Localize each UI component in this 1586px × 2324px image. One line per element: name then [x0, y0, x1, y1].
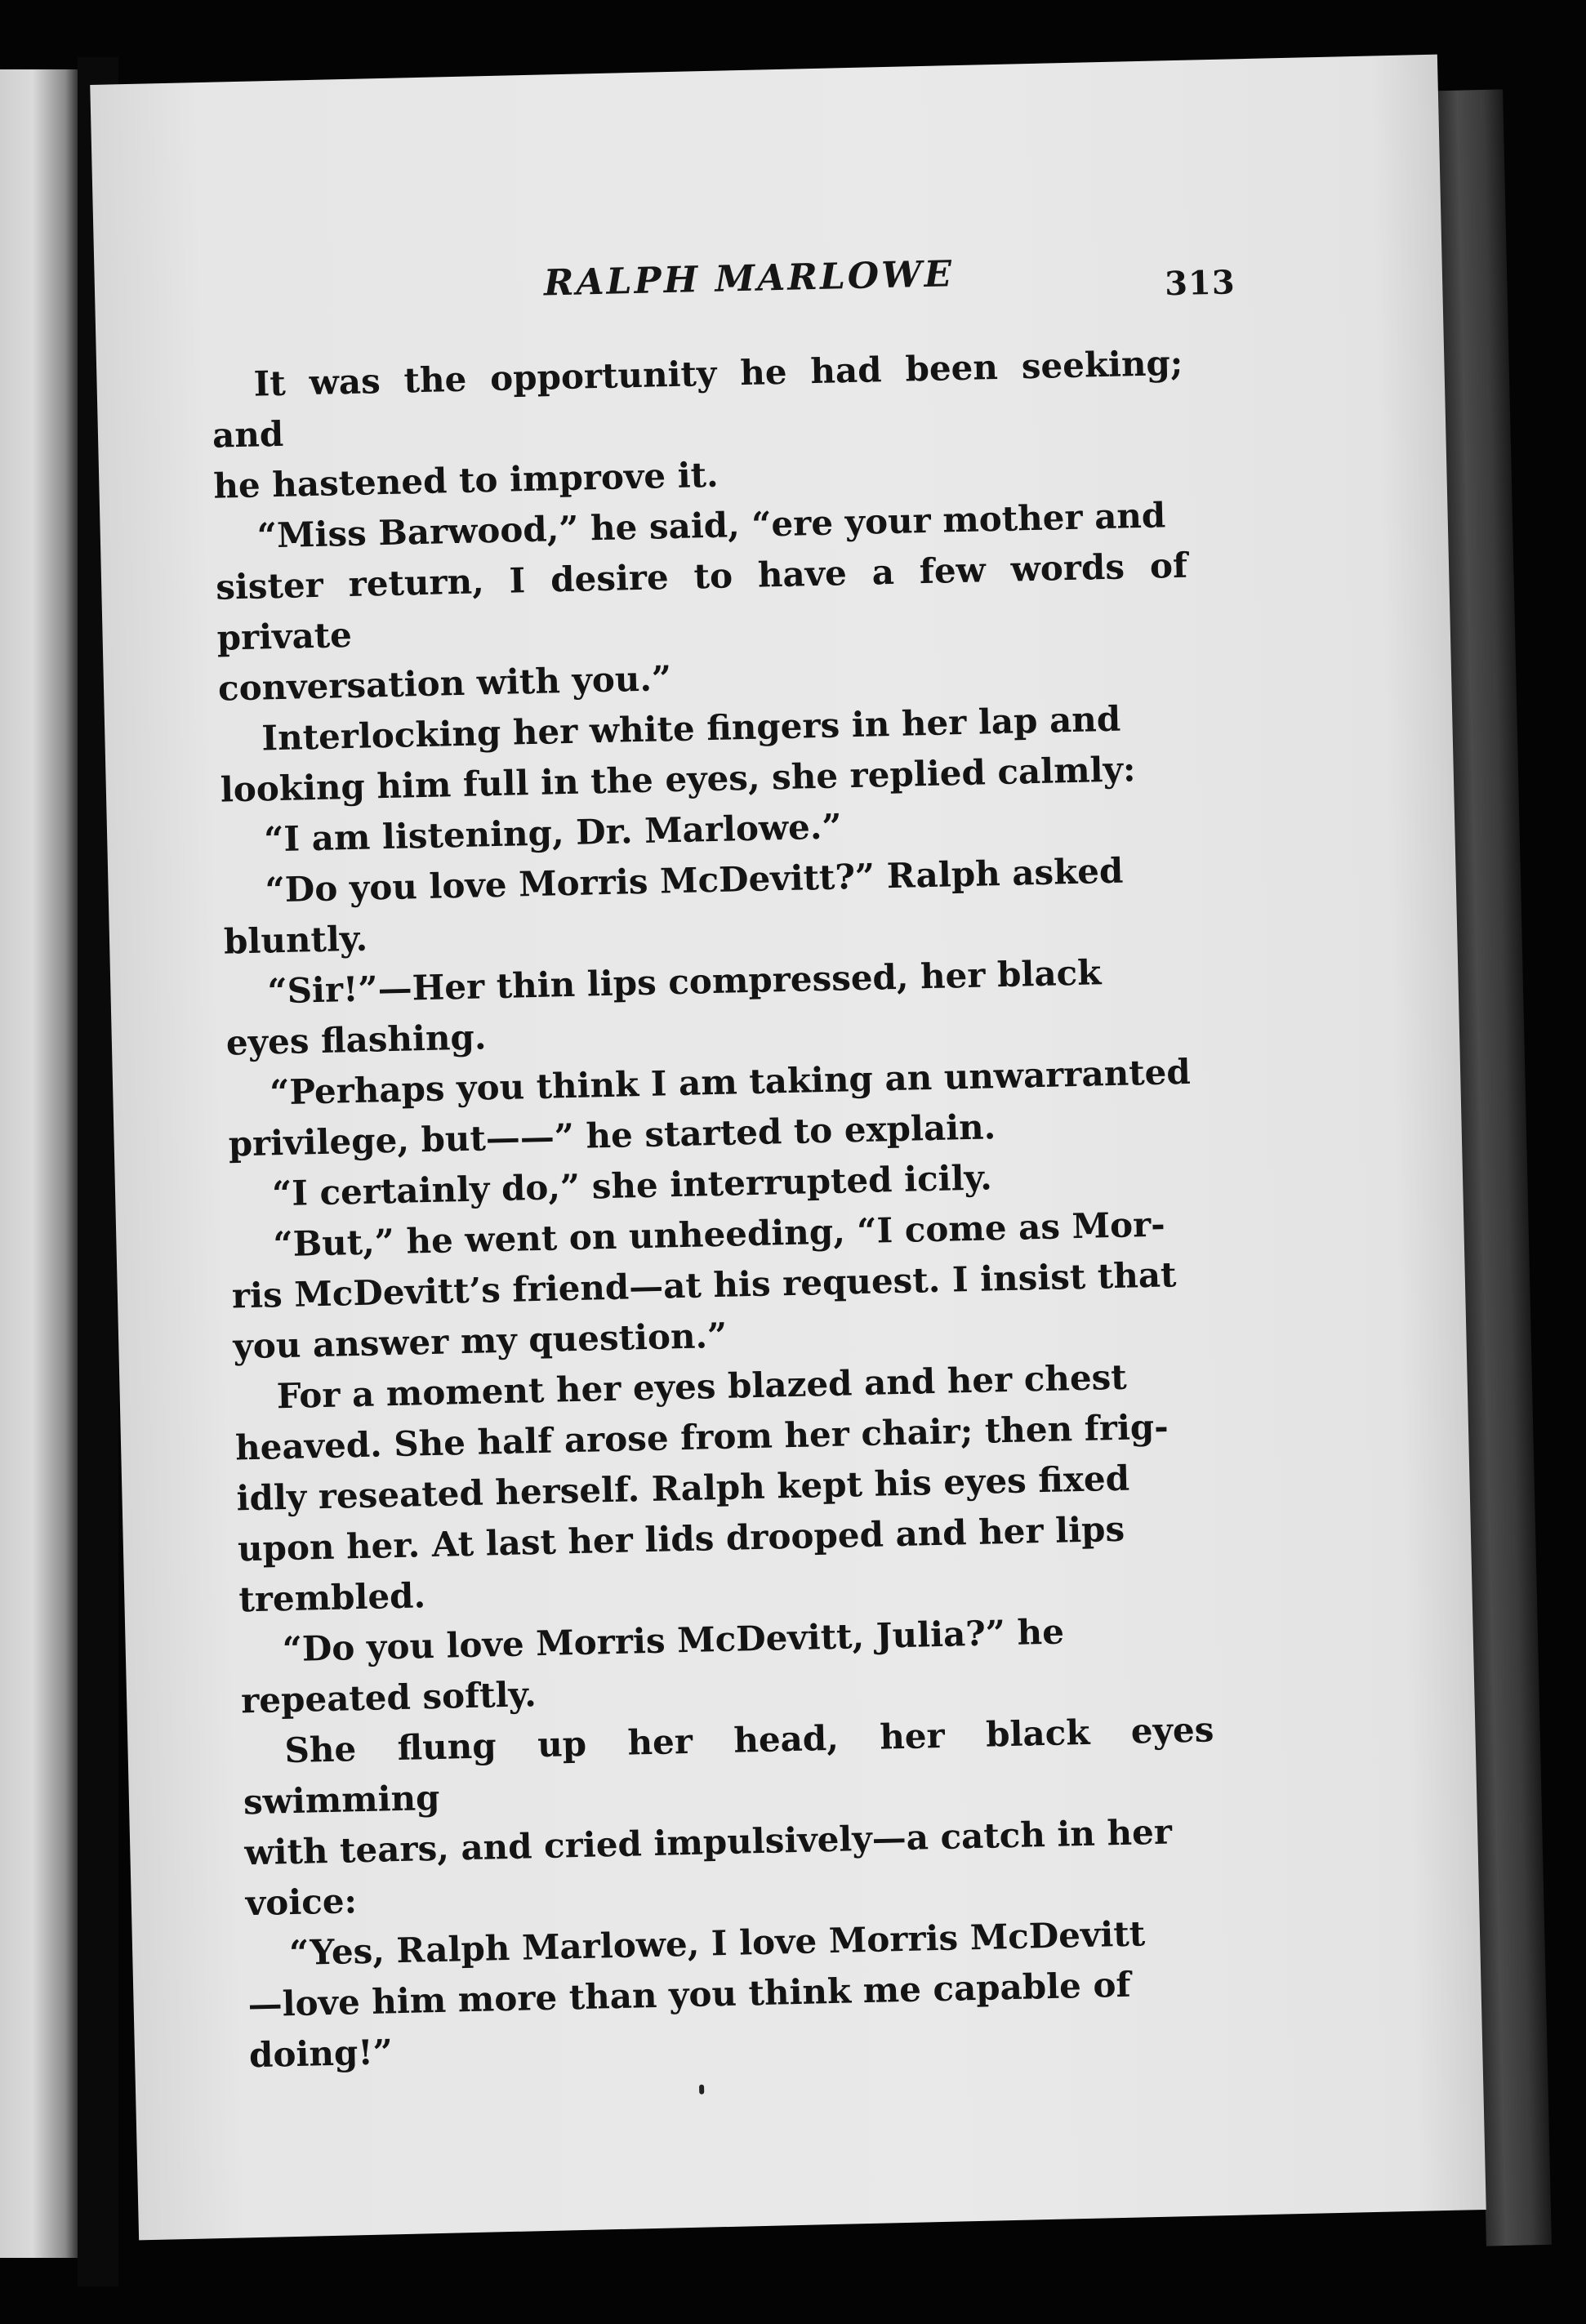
paragraph: “I am listening, Dr. Marlowe.”: [263, 806, 843, 860]
running-head: [94, 243, 1441, 305]
paragraph: “But,” he went on unheeding, “I come as Mor- ris McDevitt’s friend—at his request. I insist that you answer my question.”: [231, 1204, 1177, 1367]
paragraph: “Sir!”—Her thin lips compressed, her black eyes flashing.: [225, 952, 1102, 1063]
paragraph: “Do you love Morris McDevitt?” Ralph asked bluntly.: [223, 850, 1124, 962]
running-title: RALPH MARLOWE: [543, 253, 955, 305]
ink-speck: [699, 2085, 704, 2095]
paragraph: “Do you love Morris McDevitt, Julia?” he repeated softly.: [240, 1611, 1065, 1721]
book-page: [90, 55, 1486, 2241]
paragraph: Interlocking her white fingers in her lap and looking him full in the eyes, she replied calmly:: [220, 698, 1136, 810]
paragraph: “Perhaps you think I am taking an unwarranted privilege, but——” he started to explain.: [228, 1051, 1192, 1164]
paragraph: She flung up her head, her black eyes swimming with tears, and cried impulsively—a catch in her voice:: [243, 1709, 1214, 1924]
body-text: [211, 338, 1222, 2081]
paragraph: For a moment her eyes blazed and her chest heaved. She half arose from her chair; then frig- idly reseated herself. Ralph kept his eyes fixed upon her. At last her lids drooped and her lips trembled.: [234, 1356, 1169, 1620]
paragraph: It was the opportunity he had been seeking; and he hastened to improve it.: [212, 342, 1183, 506]
paragraph: “I certainly do,” she interrupted icily.: [271, 1157, 993, 1214]
paragraph: “Yes, Ralph Marlowe, I love Morris McDevitt —love him more than you think me capable of doing!”: [247, 1913, 1146, 2076]
paragraph: “Miss Barwood,” he said, “ere your mother and sister return, I desire to have a few words of private conversation with you.”: [215, 495, 1188, 709]
left-page-edge: [0, 69, 82, 2258]
page-number: 313: [1164, 263, 1236, 304]
